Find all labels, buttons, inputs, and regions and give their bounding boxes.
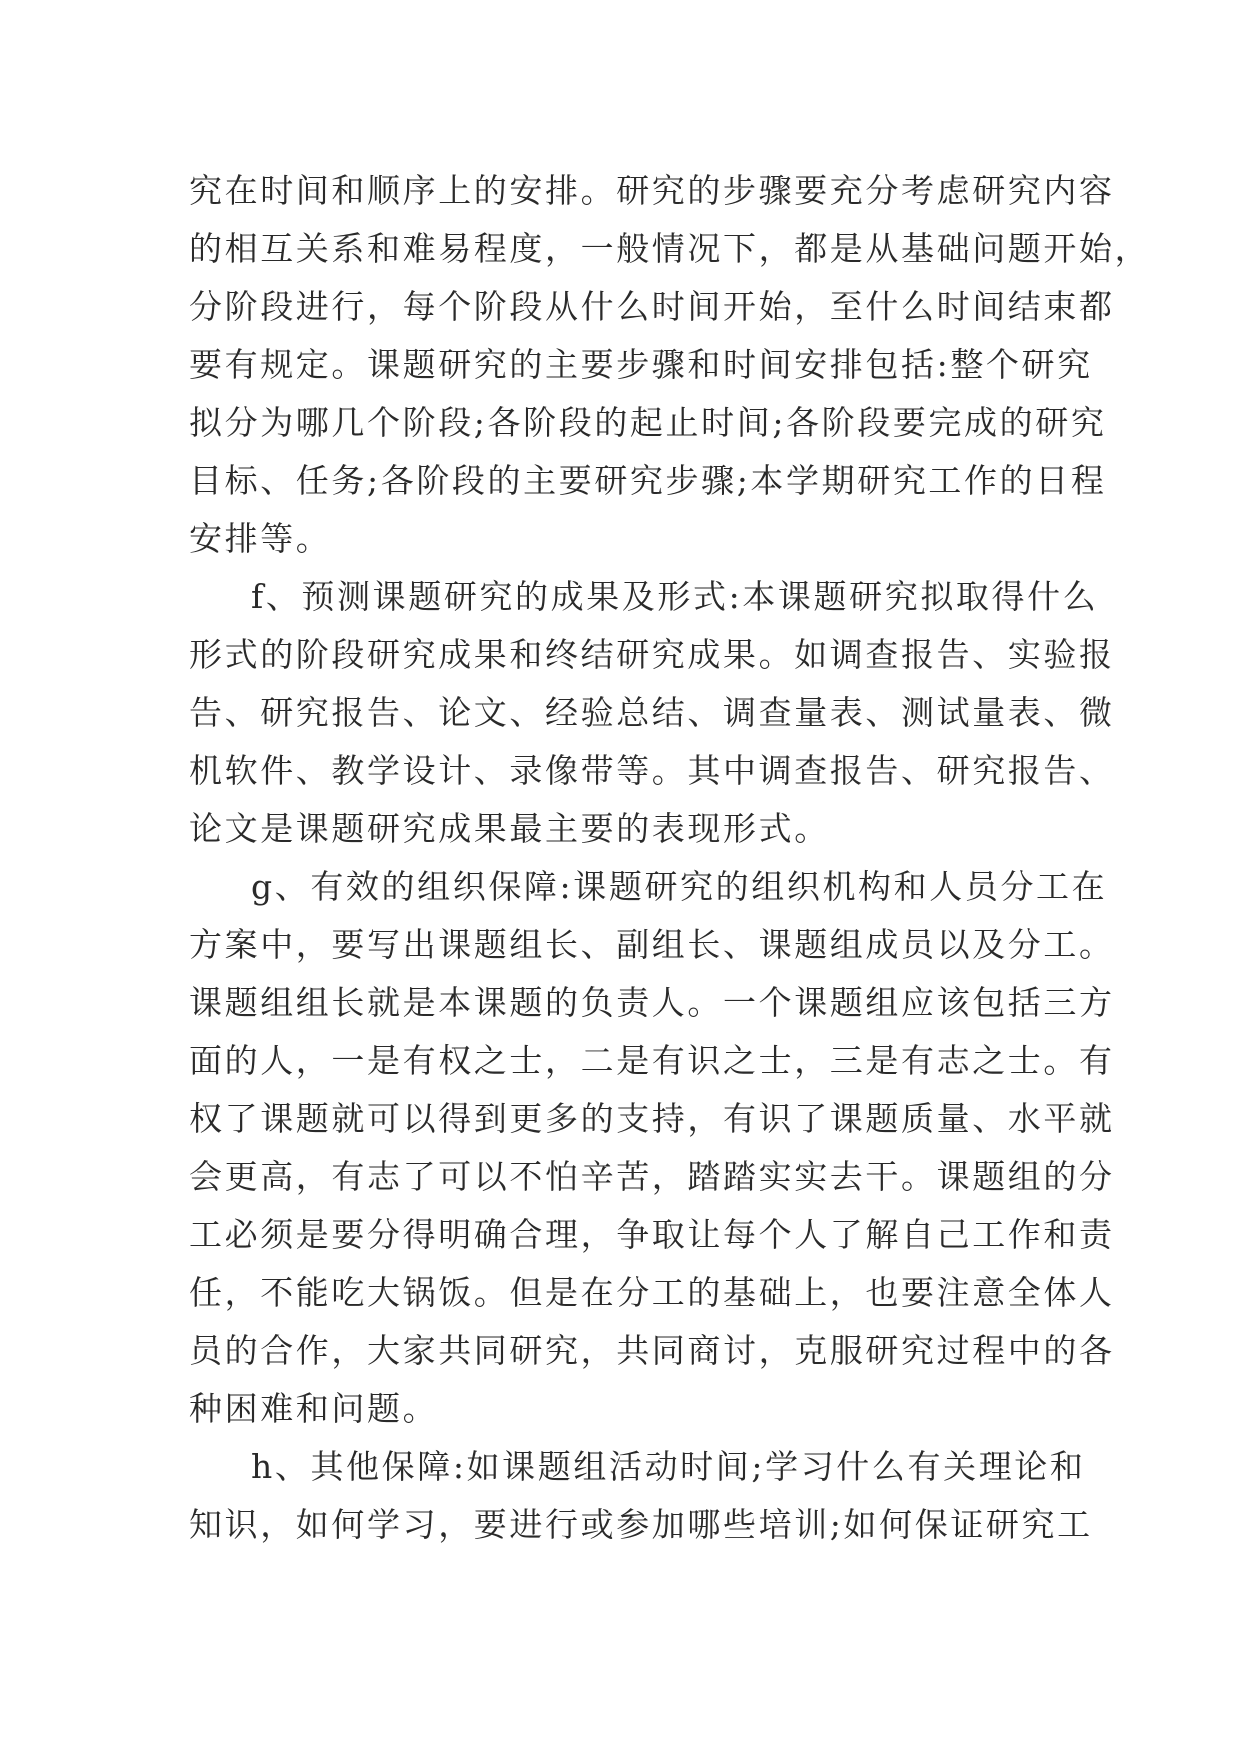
- text-line: 论文是课题研究成果最主要的表现形式。: [189, 809, 830, 848]
- paragraph-g-organization: [189, 858, 1115, 1438]
- text-line: 知识，如何学习，要进行或参加哪些培训;如何保证研究工: [189, 1505, 1093, 1544]
- text-line: 工必须是要分得明确合理，争取让每个人了解自己工作和责: [189, 1215, 1115, 1254]
- document-body: [189, 162, 1151, 1554]
- text-line: f、预测课题研究的成果及形式:本课题研究拟取得什么: [251, 577, 1099, 616]
- text-line: 员的合作，大家共同研究，共同商讨，克服研究过程中的各: [189, 1331, 1115, 1370]
- text-line: 种困难和问题。: [189, 1389, 439, 1428]
- text-line: h、其他保障:如课题组活动时间;学习什么有关理论和: [251, 1447, 1086, 1486]
- text-line: 的相互关系和难易程度，一般情况下，都是从基础问题开始，: [189, 229, 1151, 268]
- text-line: 任，不能吃大锅饭。但是在分工的基础上，也要注意全体人: [189, 1273, 1115, 1312]
- paragraph-f-outcomes: [189, 568, 1115, 858]
- text-line: 安排等。: [189, 519, 332, 558]
- text-line: 机软件、教学设计、录像带等。其中调查报告、研究报告、: [189, 751, 1115, 790]
- paragraph-steps-continued: [189, 162, 1151, 568]
- text-line: 告、研究报告、论文、经验总结、调查量表、测试量表、微: [189, 693, 1115, 732]
- text-line: 拟分为哪几个阶段;各阶段的起止时间;各阶段要完成的研究: [189, 403, 1107, 442]
- text-line: 会更高，有志了可以不怕辛苦，踏踏实实去干。课题组的分: [189, 1157, 1115, 1196]
- text-line: 分阶段进行，每个阶段从什么时间开始，至什么时间结束都: [189, 287, 1115, 326]
- text-line: 面的人，一是有权之士，二是有识之士，三是有志之士。有: [189, 1041, 1115, 1080]
- text-line: 方案中，要写出课题组长、副组长、课题组成员以及分工。: [189, 925, 1115, 964]
- paragraph-h-other: [189, 1438, 1093, 1554]
- text-line: 权了课题就可以得到更多的支持，有识了课题质量、水平就: [189, 1099, 1115, 1138]
- text-line: g、有效的组织保障:课题研究的组织机构和人员分工在: [251, 867, 1108, 906]
- text-line: 课题组组长就是本课题的负责人。一个课题组应该包括三方: [189, 983, 1115, 1022]
- text-line: 形式的阶段研究成果和终结研究成果。如调查报告、实验报: [189, 635, 1115, 674]
- text-line: 目标、任务;各阶段的主要研究步骤;本学期研究工作的日程: [189, 461, 1107, 500]
- text-line: 要有规定。课题研究的主要步骤和时间安排包括:整个研究: [189, 345, 1093, 384]
- text-line: 究在时间和顺序上的安排。研究的步骤要充分考虑研究内容: [189, 171, 1115, 210]
